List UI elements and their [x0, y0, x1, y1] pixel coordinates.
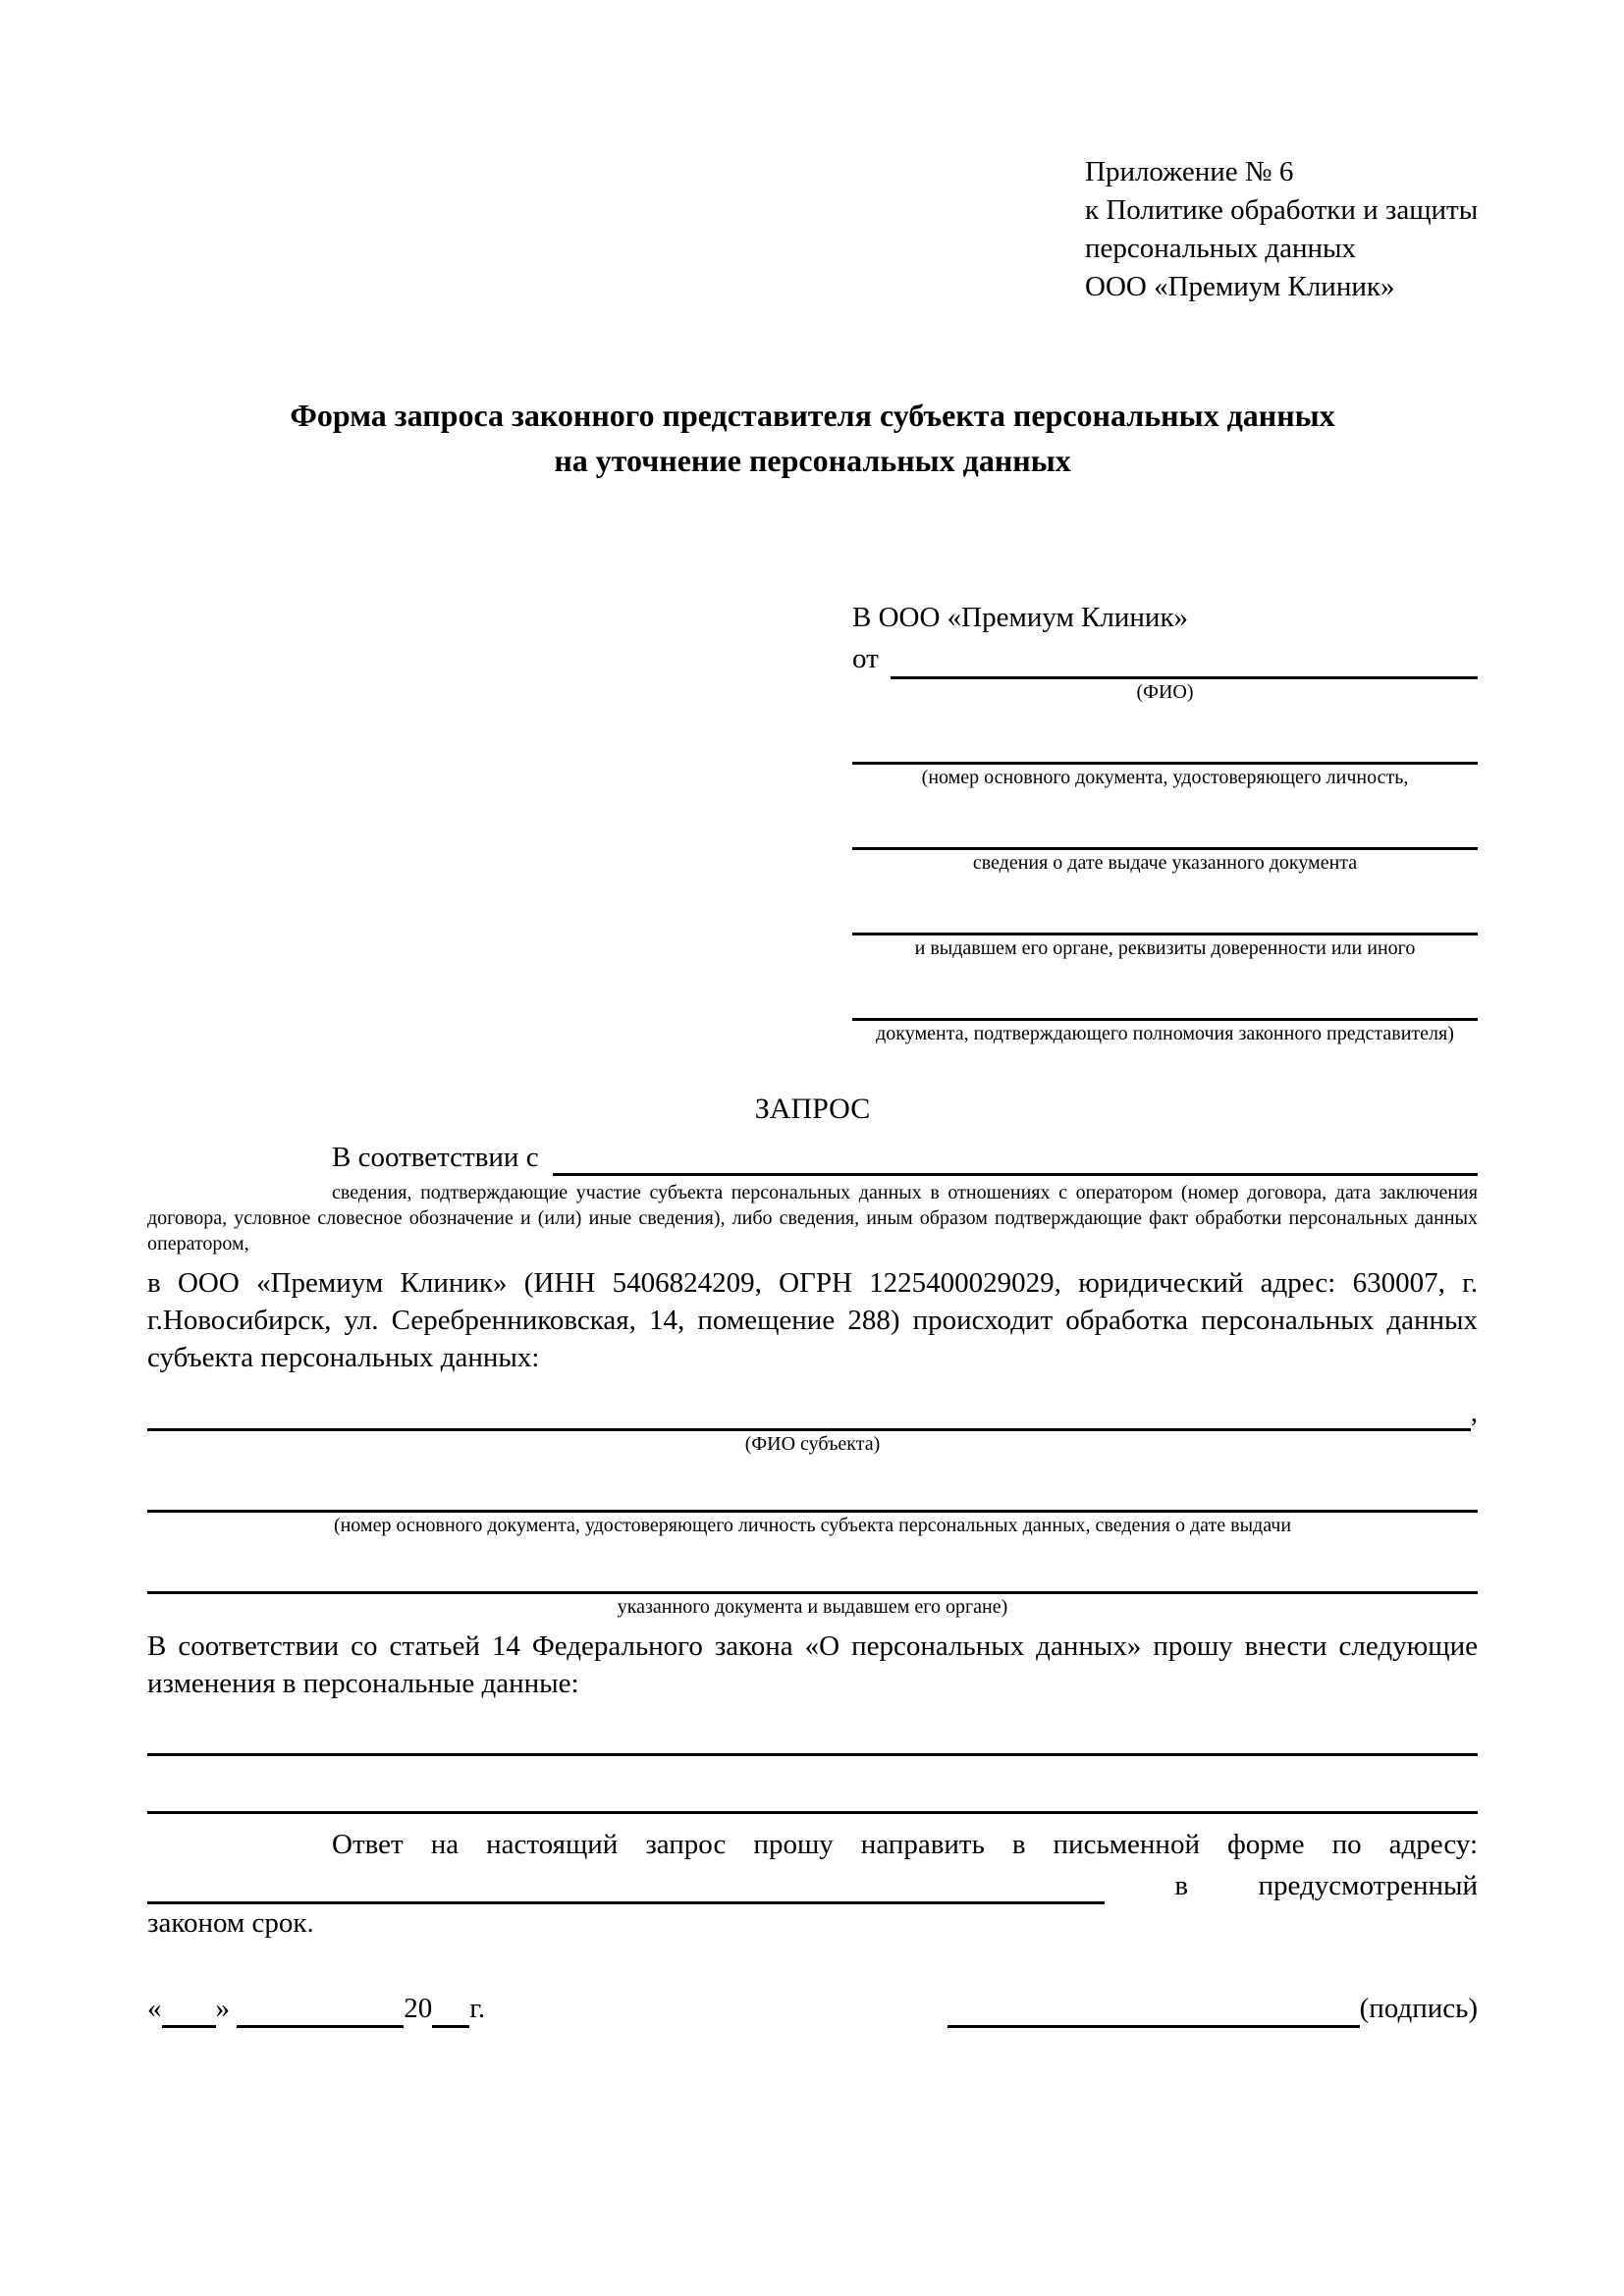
doc-number-unit [852, 734, 1478, 790]
subject-fio-caption: (ФИО субъекта) [744, 1433, 881, 1455]
answer-word: предусмотренный [1258, 1870, 1478, 1901]
answer-term-line: законом срок. [147, 1907, 314, 1939]
subject-doc-unit [147, 1480, 1478, 1538]
blank-line-caption: (номер основного документа, удостоверяющего личность субъекта персональных данных, сведения о дате выдачи [333, 1515, 1292, 1536]
answer-word: в [1174, 1870, 1189, 1901]
annex-note-line: Приложение № 6 [1085, 156, 1294, 187]
year-blank [432, 1997, 469, 2028]
open-quote: « [147, 1993, 162, 2024]
blank-line-caption: сведения о дате выдаче указанного документа [972, 852, 1358, 874]
signature-caption: (подпись) [1359, 1993, 1478, 2024]
blank-line-caption: документа, подтверждающего полномочия законного представителя) [876, 1023, 1454, 1044]
page-title [147, 393, 1478, 483]
article14-paragraph: В соответствии со статьей 14 Федерального закона «О персональных данных» прошу внести следующие изменения в персональные данные: [147, 1630, 1478, 1699]
page-title-line: на уточнение персональных данных [554, 443, 1071, 478]
from-label: от [852, 643, 879, 674]
changes-blank-line [147, 1811, 1478, 1814]
annex-note-line: ООО «Премиум Клиник» [1085, 271, 1395, 302]
year-prefix: 20 [404, 1993, 433, 2024]
blank-line-caption: указанного документа и выдавшем его органе) [617, 1596, 1008, 1618]
month-blank [237, 1997, 404, 2028]
authority-doc-unit [852, 990, 1478, 1046]
address-blank-line [147, 1868, 1105, 1904]
in-accordance-label: В соответствии с [332, 1142, 539, 1173]
annex-note-line: к Политике обработки и защиты [1085, 194, 1479, 226]
subject-doc-issuer-unit [147, 1562, 1478, 1620]
basis-note: сведения, подтверждающие участие субъекта персональных данных в отношениях с оператором (номер договора, дата заключения договора, условное словесное обозначение и (или) иные сведения), либо сведения, иным образом подтверждающие факт обработки персональных данных оператором, [147, 1182, 1478, 1255]
close-quote: » [215, 1993, 230, 2024]
basis-blank-line [553, 1140, 1478, 1176]
addressee-to: В ООО «Премиум Клиник» [852, 602, 1189, 633]
addressee-block [852, 597, 1478, 1046]
operator-paragraph: в ООО «Премиум Клиник» (ИНН 5406824209, ОГРН 1225400029029, юридический адрес: 630007, г. г.Новосибирск, ул. Серебренниковская, 14, помещение 288) происходит обработка персональных данных субъекта персональных данных: [147, 1267, 1478, 1373]
trailing-comma: , [1470, 1397, 1478, 1428]
day-blank [162, 1997, 216, 2028]
blank-line [852, 990, 1478, 1021]
subject-fio-row [147, 1394, 1478, 1431]
blank-line [147, 1480, 1478, 1513]
blank-line-caption: и выдавшем его органе, реквизиты доверенности или иного [914, 937, 1416, 959]
answer-address-row [147, 1867, 1478, 1904]
in-accordance-row [147, 1139, 1478, 1176]
issue-date-unit [852, 820, 1478, 876]
changes-blank-line [147, 1753, 1478, 1756]
issuer-unit [852, 905, 1478, 961]
addressee-from-row [852, 638, 1478, 679]
date-group [147, 1989, 485, 2028]
answer-request-line: Ответ на настоящий запрос прошу направить в письменной форме по адресу: [332, 1829, 1478, 1860]
blank-line-caption: (номер основного документа, удостоверяющего личность, [921, 767, 1409, 788]
request-heading: ЗАПРОС [754, 1093, 871, 1125]
subject-fio-blank-line [147, 1395, 1471, 1431]
blank-line [852, 905, 1478, 935]
fio-caption: (ФИО) [1136, 681, 1194, 703]
annex-note [1085, 0, 1478, 306]
blank-line [147, 1562, 1478, 1594]
blank-line [852, 734, 1478, 765]
blank-line [852, 820, 1478, 850]
signature-blank-line [947, 1997, 1360, 2028]
footer-row [147, 1989, 1478, 2028]
page-title-line: Форма запроса законного представителя субъекта персональных данных [290, 398, 1335, 433]
annex-note-line: персональных данных [1085, 233, 1357, 264]
fio-blank-line [891, 643, 1478, 679]
year-suffix: г. [469, 1993, 486, 2024]
signature-group [947, 1989, 1478, 2028]
